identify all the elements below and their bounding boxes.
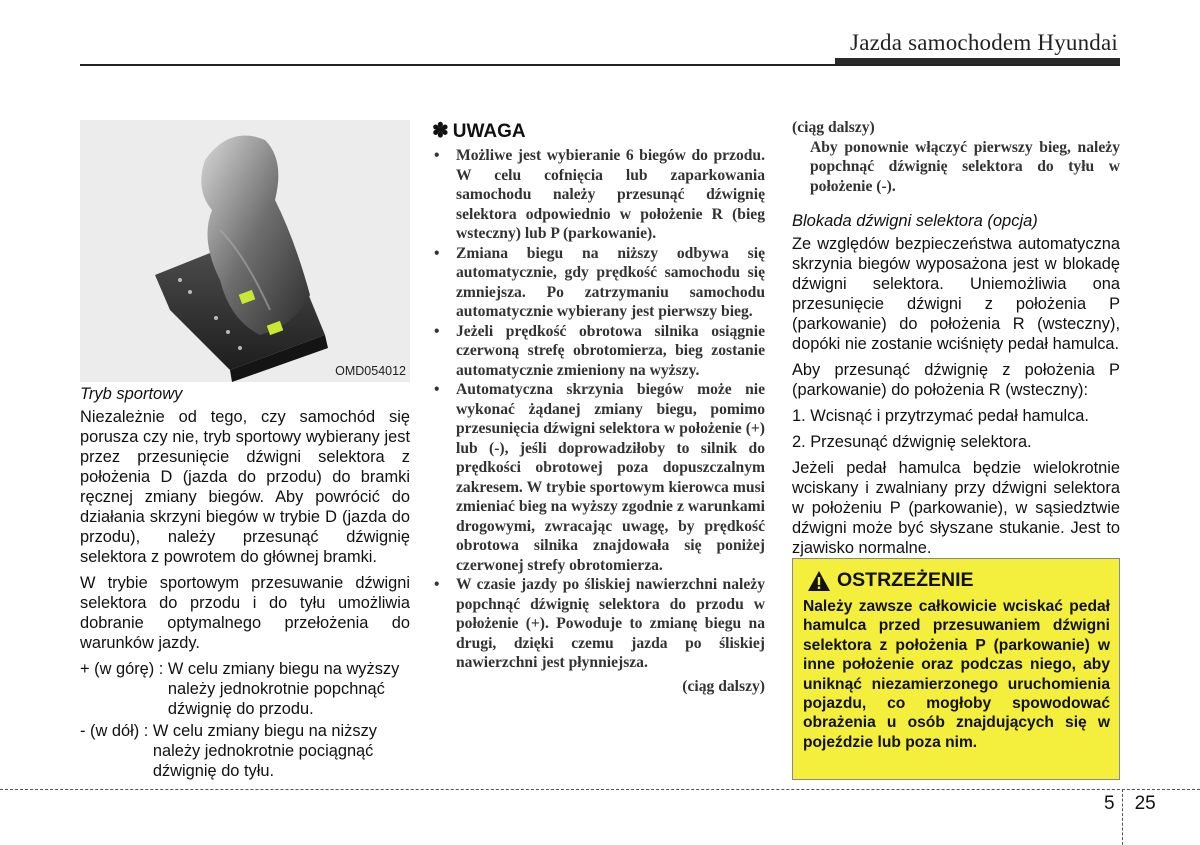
warning-text: Należy zawsze całkowicie wciskać pedał hamulca przed przesuwaniem dźwigni selektora z położenia P (parkowanie) w inne położenie oraz podczas niego, aby uniknąć niezamierzonego uruchomienia pojazdu, co mogłoby spowodować obrażenia u osób znajdujących się w pojeździe lub poza nim.: [803, 598, 1110, 751]
gear-selector-illustration: [80, 120, 410, 382]
sport-mode-paragraph: W trybie sportowym przesuwanie dźwigni selektora do przodu i do tyłu umożliwia dobranie optymalnego przełożenia do warunków jazdy.: [80, 574, 410, 652]
page-number-value: 25: [1134, 793, 1156, 814]
warning-box: [792, 558, 1120, 780]
chapter-number: 5: [1104, 793, 1115, 814]
list-item: • Automatyczna skrzynia biegów może nie wykonać żądanej zmiany biegu, pomimo przesunięcia dźwigni selektora w położenie (+) lub (-), jeśli doprowadziłoby to silnik do prędkości obrotowej poza dopuszczalnym zakresem. W trybie sportowym kierowca musi zmieniać bieg na wyższy zgodnie z warunkami drogowymi, zwracając uwagę, by prędkość obrotowa silnika znajdowała się poniżej czerwonej strefy obrotomierza.: [434, 381, 765, 574]
list-item-text: Jeżeli prędkość obrotowa silnika osiągnie czerwoną strefę obrotomierza, bieg zostanie automatycznie zmieniony na wyższy.: [456, 322, 765, 379]
asterisk-icon: ✽: [432, 120, 449, 142]
continued-text: Aby ponownie włączyć pierwszy bieg, należy popchnąć dźwignię selektora do tyłu w położenie (-).: [810, 138, 1120, 195]
definition-body: W celu zmiany biegu na niższy należy jednokrotnie pociągnąć dźwignię do tyłu.: [152, 722, 377, 780]
shift-lock-paragraph: Jeżeli pedał hamulca będzie wielokrotnie wciskany i zwalniany przy dźwigni selektora w położeniu P (parkowanie), w sąsiedztwie dźwigni może być słyszane stukanie. Jest to zjawisko normalne.: [792, 459, 1120, 557]
warning-heading: [807, 569, 974, 592]
running-header: Jazda samochodem Hyundai: [850, 30, 1118, 55]
shift-up-definition: [80, 659, 410, 719]
gear-selector-figure: [80, 120, 410, 382]
note-heading: [432, 118, 765, 143]
shift-lock-paragraph: Aby przesunąć dźwignię z położenia P (parkowanie) do położenia R (wsteczny):: [792, 361, 1120, 399]
list-item-text: Zmiana biegu na niższy odbywa się automatycznie, gdy prędkość samochodu się zmniejsza. Po zatrzymaniu samochodu automatycznie wybierany jest pierwszy bieg.: [456, 244, 765, 320]
step-item: 2. Przesunąć dźwignię selektora.: [792, 433, 1032, 451]
note-title: UWAGA: [452, 121, 526, 142]
step-item: 1. Wcisnąć i przytrzymać pedał hamulca.: [792, 407, 1089, 425]
header-rule: [80, 64, 1120, 66]
definition-body: W celu zmiany biegu na wyższy należy jednokrotnie popchnąć dźwignię do przodu.: [167, 660, 400, 718]
list-item: • Zmiana biegu na niższy odbywa się automatycznie, gdy prędkość samochodu się zmniejsza. Po zatrzymaniu samochodu automatycznie wybierany jest pierwszy bieg.: [434, 244, 765, 320]
sport-mode-paragraph: Niezależnie od tego, czy samochód się porusza czy nie, tryb sportowy wybierany jest przez przesunięcie dźwigni selektora z położenia D (jazda do przodu) do bramki ręcznej zmiany biegów. Aby powrócić do działania skrzyni biegów w trybie D (jazda do przodu), należy przesunąć dźwignię selektora z powrotem do głównej bramki.: [80, 408, 410, 566]
list-item-text: W czasie jazdy po śliskiej nawierzchni należy popchnąć dźwignię selektora do przodu w położenie (+). Powoduje to zmianę biegu na drugi, dzięki czemu jazda po śliskiej nawierzchni jest płynniejsza.: [456, 576, 765, 671]
shift-lock-paragraph: Ze względów bezpieczeństwa automatyczna skrzynia biegów wyposażona jest w blokadę dźwigni selektora. Uniemożliwia ona przesunięcie dźwigni z położenia P (parkowanie) do położenia R (wsteczny), dopóki nie zostanie wciśnięty pedał hamulca.: [792, 235, 1120, 353]
figure-caption: OMD054012: [335, 364, 406, 378]
left-column: [80, 120, 410, 781]
note-column: [432, 118, 765, 696]
continued-label: (ciąg dalszy): [792, 119, 875, 136]
list-item: • W czasie jazdy po śliskiej nawierzchni należy popchnąć dźwignię selektora do przodu w położenie (+). Powoduje to zmianę biegu na drugi, dzięki czemu jazda po śliskiej nawierzchni jest płynniejsza.: [434, 576, 765, 671]
sport-mode-heading: Tryb sportowy: [80, 385, 183, 403]
page-number: [1104, 793, 1156, 815]
definition-term: + (w górę) :: [80, 660, 168, 678]
list-item-text: Możliwe jest wybieranie 6 biegów do przodu. W celu cofnięcia lub zaparkowania samochodu należy przesunąć dźwignię selektora odpowiednio w położenie R (bieg wsteczny) lub P (parkowanie).: [456, 147, 765, 242]
warning-title: OSTRZEŻENIE: [837, 569, 974, 591]
footer-rule: [0, 789, 1200, 790]
list-item: • Jeżeli prędkość obrotowa silnika osiągnie czerwoną strefę obrotomierza, bieg zostanie automatycznie zmieniony na wyższy.: [434, 322, 765, 379]
shift-down-definition: [80, 721, 410, 781]
list-item-text: Automatyczna skrzynia biegów może nie wykonać żądanej zmiany biegu, pomimo przesunięcia dźwigni selektora w położenie (+) lub (-), jeśli doprowadziłoby to silnik do prędkości obrotowej poza dopuszczalnym zakresem. W trybie sportowym kierowca musi zmieniać bieg na wyższy zgodnie z warunkami drogowymi, zwracając uwagę, by prędkość obrotowa silnika znajdowała się poniżej czerwonej strefy obrotomierza.: [456, 381, 765, 574]
right-column: [792, 118, 1120, 564]
continued-label: (ciąg dalszy): [682, 677, 765, 695]
warning-triangle-icon: [807, 570, 831, 592]
definition-term: - (w dół) :: [80, 722, 153, 740]
shift-lock-heading: Blokada dźwigni selektora (opcja): [792, 212, 1038, 230]
list-item: • Możliwe jest wybieranie 6 biegów do przodu. W celu cofnięcia lub zaparkowania samochodu należy przesunąć dźwignię selektora odpowiednio w położenie R (bieg wsteczny) lub P (parkowanie).: [434, 147, 765, 242]
